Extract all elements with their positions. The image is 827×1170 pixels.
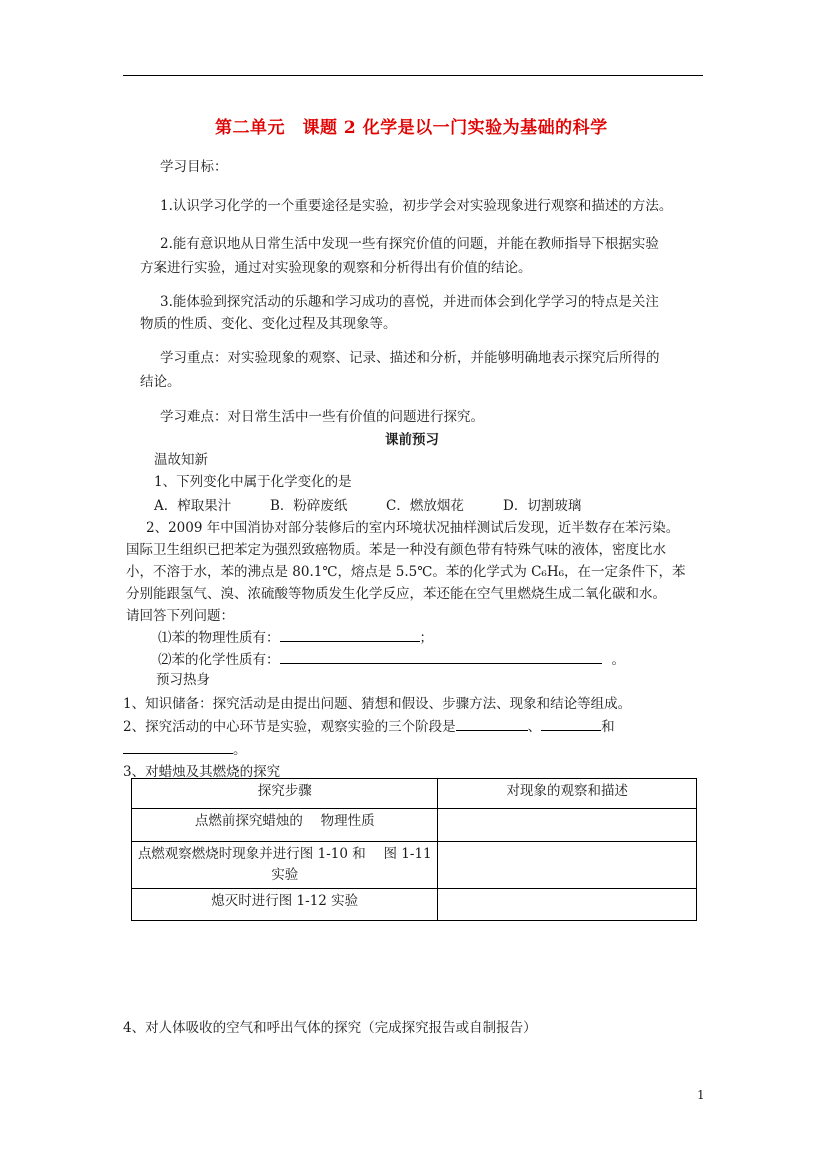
key-point-line2: 结论。	[140, 374, 181, 390]
q1-option-b: B．粉碎废纸	[270, 498, 348, 514]
difficulty: 学习难点：对日常生活中一些有价值的问题进行探究。	[160, 409, 484, 425]
table-cell-step: 熄灭时进行图 1-12 实验	[132, 889, 438, 921]
objectives-heading: 学习目标：	[160, 159, 228, 175]
table-header-row	[132, 779, 697, 809]
question-2-line2: 国际卫生组织已把苯定为强烈致癌物质。苯是一种没有颜色带有特殊气味的液体，密度比水	[126, 542, 666, 558]
answer-blank-chemical[interactable]	[280, 650, 602, 664]
review-heading: 温故知新	[154, 452, 208, 468]
question-2-line5: 请回答下列问题：	[126, 608, 234, 624]
warmup-3: 3、对蜡烛及其燃烧的探究	[123, 764, 281, 780]
warmup-2-and: 和	[601, 719, 615, 735]
q1-option-d: D．切割玻璃	[503, 498, 582, 514]
warmup-2-line2	[123, 738, 247, 758]
warmup-2-end: 。	[233, 742, 247, 758]
warmup-2-text: 2、探究活动的中心环节是实验，观察实验的三个阶段是	[123, 719, 456, 735]
warmup-2-line1	[123, 715, 615, 735]
answer-blank-stage-1[interactable]	[456, 717, 528, 731]
question-1: 1、下列变化中属于化学变化的是	[154, 474, 352, 490]
answer-blank-stage-2[interactable]	[541, 717, 601, 731]
q2-sub-2-end: 。	[611, 652, 625, 668]
warmup-4: 4、对人体吸收的空气和呼出气体的探究（完成探究报告或自制报告）	[123, 1020, 537, 1036]
answer-blank-stage-3[interactable]	[123, 740, 233, 754]
objective-1: 1.认识学习化学的一个重要途径是实验，初步学会对实验现象进行观察和描述的方法。	[160, 198, 673, 214]
table-header-observation: 对现象的观察和描述	[438, 779, 697, 809]
table-cell-observation[interactable]	[438, 809, 697, 842]
objective-3-line2: 物质的性质、变化、变化过程及其现象等。	[140, 316, 397, 332]
warmup-2-sep: 、	[527, 719, 542, 735]
table-header-step: 探究步骤	[132, 779, 438, 809]
table-cell-step: 点燃观察燃烧时现象并进行图 1-10 和 图 1-11 实验	[132, 842, 438, 889]
table-cell-observation[interactable]	[438, 889, 697, 921]
objective-2-line1: 2.能有意识地从日常生活中发现一些有探究价值的问题，并能在教师指导下根据实验	[160, 236, 659, 252]
q1-option-c: C．燃放烟花	[386, 498, 464, 514]
question-2-line3: 小，不溶于水，苯的沸点是 80.1℃，熔点是 5.5℃。苯的化学式为 C₆H₆，在一定条件下，苯	[126, 564, 686, 580]
question-2-line1: 2、2009 年中国消协对部分装修后的室内环境状况抽样测试后发现，近半数存在苯污染。	[146, 520, 680, 536]
preview-heading: 课前预习	[385, 432, 439, 448]
warmup-1: 1、知识储备：探究活动是由提出问题、猜想和假设、步骤方法、现象和结论等组成。	[123, 696, 632, 712]
objective-2-line2: 方案进行实验，通过对实验现象的观察和分析得出有价值的结论。	[140, 260, 532, 276]
question-2-line4: 分别能跟氢气、溴、浓硫酸等物质发生化学反应，苯还能在空气里燃烧生成二氧化碳和水。	[126, 586, 666, 602]
q1-option-a: A．榨取果汁	[154, 498, 232, 514]
table-cell-step: 点燃前探究蜡烛的 物理性质	[132, 809, 438, 842]
q2-sub-2	[158, 648, 625, 668]
table-row	[132, 889, 697, 921]
warmup-heading: 预习热身	[156, 672, 210, 688]
answer-blank-physical[interactable]	[280, 628, 420, 642]
table-row	[132, 842, 697, 889]
q2-sub-1	[158, 626, 433, 646]
header-rule	[123, 75, 703, 76]
q2-sub-1-end: ；	[419, 630, 433, 646]
key-point-line1: 学习重点：对实验现象的观察、记录、描述和分析，并能够明确地表示探究后所得的	[160, 350, 660, 366]
page-title: 第二单元 课题 2 化学是以一门实验为基础的科学	[215, 118, 608, 138]
q2-sub-2-label: ⑵苯的化学性质有：	[158, 652, 280, 668]
table-row	[132, 809, 697, 842]
table-cell-observation[interactable]	[438, 842, 697, 889]
q2-sub-1-label: ⑴苯的物理性质有：	[158, 630, 280, 646]
candle-experiment-table	[131, 778, 697, 921]
objective-3-line1: 3.能体验到探究活动的乐趣和学习成功的喜悦，并进而体会到化学学习的特点是关注	[160, 294, 659, 310]
page-number: 1	[697, 1088, 705, 1102]
